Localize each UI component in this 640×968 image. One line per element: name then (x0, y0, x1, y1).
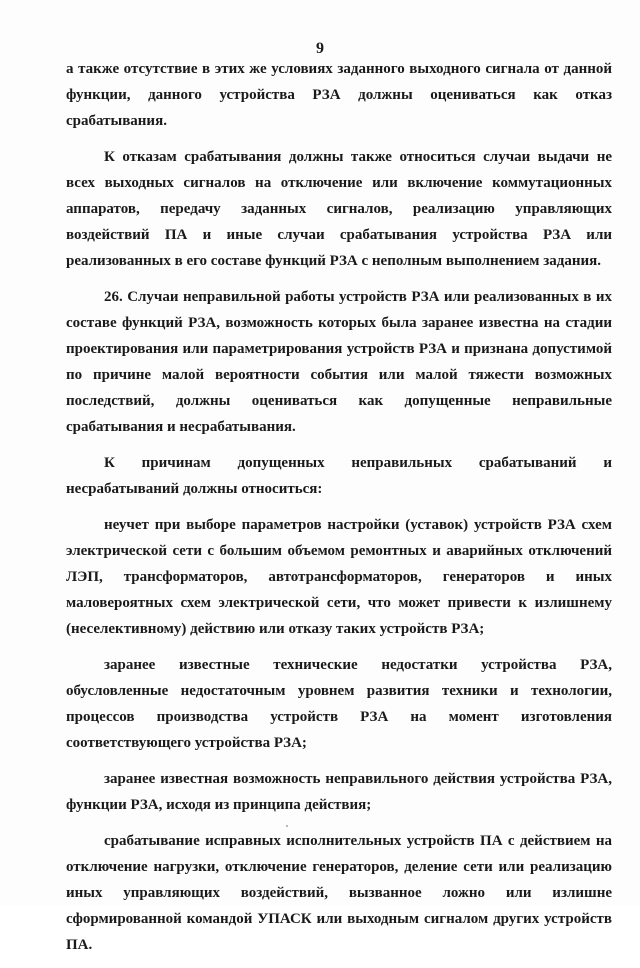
page-number: 9 (316, 40, 324, 57)
paragraph-failure-cases: К отказам срабатывания должны также относиться случаи выдачи не всех выходных сигналов на отключение или включение коммутационных аппаратов, передачу заданных сигналов, реализацию управляющих воздействий ПА и иные случаи срабатывания устройства РЗА или реализованных в его составе функций РЗА с неполным выполнением задания. (66, 149, 612, 269)
document-body (66, 56, 612, 968)
list-item-settings-neglect: неучет при выборе параметров настройки (уставок) устройств РЗА схем электрической сети с большим объемом ремонтных и аварийных отключений ЛЭП, трансформаторов, автотрансформаторов, генераторов и иных маловероятных схем электрической сети, что может привести к излишнему (неселективному) действию или отказу таких устройств РЗА; (66, 517, 612, 637)
paragraph-continuation: а также отсутствие в этих же условиях заданного выходного сигнала от данной функции, данного устройства РЗА должны оцениваться как отказ срабатывания. (66, 61, 612, 129)
scan-artifact-dot (286, 825, 288, 827)
list-item-technical-shortcomings: заранее известные технические недостатки устройства РЗА, обусловленные недостаточным уровнем развития техники и технологии, процессов производства устройств РЗА на момент изготовления соответствующего устройства РЗА; (66, 657, 612, 751)
list-item-known-misoperation: заранее известная возможность неправильного действия устройства РЗА, функции РЗА, исходя из принципа действия; (66, 771, 612, 813)
paragraph-causes-intro: К причинам допущенных неправильных срабатываний и несрабатываний должны относиться: (66, 455, 612, 497)
paragraph-clause-26: 26. Случаи неправильной работы устройств РЗА или реализованных в их составе функций РЗА, возможность которых была заранее известна на стадии проектирования или параметрирования устройств РЗА и признана допустимой по причине малой вероятности события или малой тяжести возможных последствий, должны оцениваться как допущенные неправильные срабатывания и несрабатывания. (66, 289, 612, 435)
list-item-pa-triggering: срабатывание исправных исполнительных устройств ПА с действием на отключение нагрузки, отключение генераторов, деление сети или реализацию иных управляющих воздействий, вызванное ложно или излишне сформированной командой УПАСК или выходным сигналом других устройств ПА. (66, 833, 612, 953)
